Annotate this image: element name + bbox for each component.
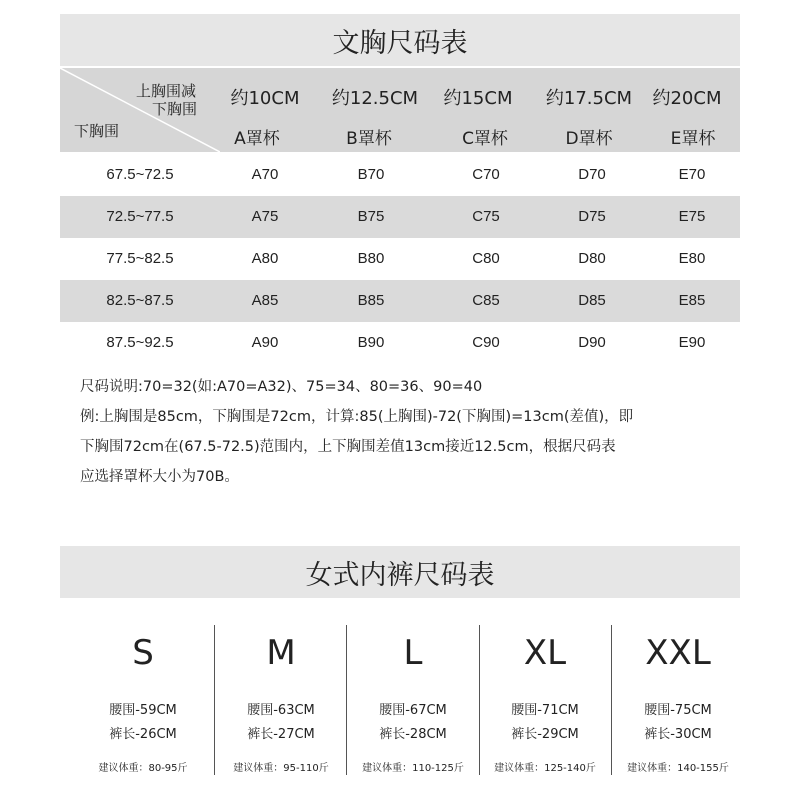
- header-underbust-label: 下胸围: [74, 122, 120, 140]
- panty-size-m: [215, 625, 347, 775]
- size-cell: B80: [357, 250, 385, 267]
- size-cell: E85: [678, 292, 706, 309]
- size-cell: E90: [678, 334, 706, 351]
- size-cell: C70: [472, 166, 500, 183]
- length-value: 裤长-29CM: [511, 727, 579, 742]
- size-cell: E70: [678, 166, 706, 183]
- header-cup-c: C罩杯: [462, 129, 508, 149]
- panty-size-chart-title: 女式内裤尺码表: [60, 546, 740, 598]
- underbust-range: 82.5~87.5: [106, 292, 174, 309]
- weight-recommendation: 建议体重：125-140斤: [494, 763, 596, 774]
- size-cell: E75: [678, 208, 706, 225]
- example-note-line: 下胸围72cm在(67.5-72.5)范围内，上下胸围差值13cm接近12.5cm，根据尺码表: [80, 439, 616, 455]
- size-cell: A85: [251, 292, 279, 309]
- size-cell: A90: [251, 334, 279, 351]
- size-label: XXL: [645, 633, 711, 673]
- size-cell: B90: [357, 334, 385, 351]
- length-value: 裤长-28CM: [379, 727, 447, 742]
- underbust-range: 87.5~92.5: [106, 334, 174, 351]
- header-cup-e: E罩杯: [670, 129, 716, 149]
- length-value: 裤长-27CM: [247, 727, 315, 742]
- panty-size-xl: [479, 625, 611, 775]
- header-cup-a: A罩杯: [234, 129, 280, 149]
- header-bust-diff-label-line2: 下胸围: [152, 100, 198, 118]
- table-row: [60, 196, 740, 238]
- bra-size-chart-title: 文胸尺码表: [60, 14, 740, 66]
- underbust-range: 67.5~72.5: [106, 166, 174, 183]
- waist-value: 腰围-59CM: [109, 703, 177, 718]
- header-diff-e: 约20CM: [652, 88, 722, 109]
- size-cell: E80: [678, 250, 706, 267]
- size-cell: A70: [251, 166, 279, 183]
- header-diff-c: 约15CM: [443, 88, 513, 109]
- panty-size-l: [347, 625, 479, 775]
- header-cup-d: D罩杯: [565, 129, 613, 149]
- size-cell: D85: [578, 292, 606, 309]
- size-label: XL: [523, 633, 567, 673]
- header-diff-a: 约10CM: [230, 88, 300, 109]
- weight-recommendation: 建议体重：110-125斤: [362, 763, 464, 774]
- waist-value: 腰围-67CM: [379, 703, 447, 718]
- panty-size-xxl: [612, 625, 744, 775]
- size-note-line: 尺码说明:70=32(如:A70=A32)、75=34、80=36、90=40: [80, 379, 483, 395]
- weight-recommendation: 建议体重：140-155斤: [627, 763, 729, 774]
- weight-recommendation: 建议体重：80-95斤: [98, 763, 188, 774]
- size-cell: C80: [472, 250, 500, 267]
- size-cell: A75: [251, 208, 279, 225]
- size-cell: B85: [357, 292, 385, 309]
- size-cell: D80: [578, 250, 606, 267]
- table-row: [60, 154, 740, 196]
- size-cell: B75: [357, 208, 385, 225]
- length-value: 裤长-26CM: [109, 727, 177, 742]
- size-cell: D70: [578, 166, 606, 183]
- size-cell: C85: [472, 292, 500, 309]
- example-note-line: 应选择罩杯大小为70B。: [80, 469, 239, 485]
- table-row: [60, 280, 740, 322]
- weight-recommendation: 建议体重：95-110斤: [233, 763, 329, 774]
- size-cell: B70: [357, 166, 385, 183]
- header-bust-diff-label-line1: 上胸围减: [136, 82, 197, 100]
- size-label: L: [403, 633, 423, 673]
- waist-value: 腰围-71CM: [511, 703, 579, 718]
- header-diff-b: 约12.5CM: [331, 88, 419, 109]
- size-cell: D90: [578, 334, 606, 351]
- size-label: S: [132, 633, 154, 673]
- table-row: [60, 322, 740, 364]
- size-cell: D75: [578, 208, 606, 225]
- size-cell: C75: [472, 208, 500, 225]
- size-cell: A80: [251, 250, 279, 267]
- panty-size-s: [77, 625, 209, 775]
- underbust-range: 72.5~77.5: [106, 208, 174, 225]
- size-cell: C90: [472, 334, 500, 351]
- waist-value: 腰围-75CM: [644, 703, 712, 718]
- size-label: M: [266, 633, 296, 673]
- waist-value: 腰围-63CM: [247, 703, 315, 718]
- header-cup-b: B罩杯: [346, 129, 392, 149]
- underbust-range: 77.5~82.5: [106, 250, 174, 267]
- bra-table-header: [60, 68, 740, 152]
- header-diff-d: 约17.5CM: [545, 88, 633, 109]
- example-note-line: 例:上胸围是85cm，下胸围是72cm，计算:85(上胸围)-72(下胸围)=13cm(差值)，即: [80, 409, 634, 425]
- length-value: 裤长-30CM: [644, 727, 712, 742]
- table-row: [60, 238, 740, 280]
